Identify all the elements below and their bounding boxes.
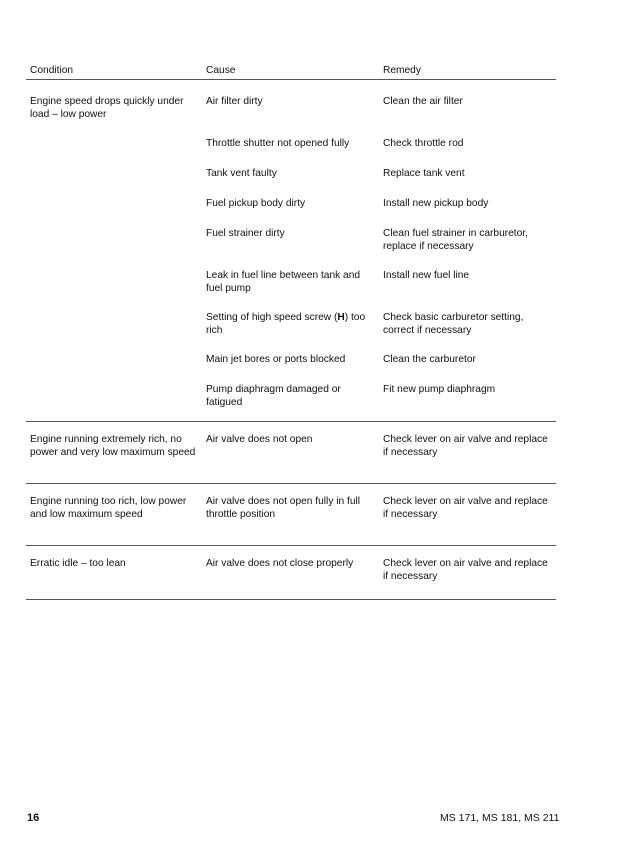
remedy-cell: Clean fuel strainer in carburetor, replace if necessary [383, 228, 528, 252]
condition-cell: Engine running too rich, low power and low maximum speed [30, 496, 187, 520]
cause-cell: Throttle shutter not opened fully [206, 138, 350, 149]
cause-cell: Fuel pickup body dirty [206, 198, 306, 209]
remedy-cell: Clean the air filter [383, 96, 463, 107]
remedy-cell: Check throttle rod [383, 138, 464, 149]
remedy-cell: Check lever on air valve and replace if necessary [383, 558, 548, 582]
cause-cell: Fuel strainer dirty [206, 228, 285, 239]
remedy-cell: Fit new pump diaphragm [383, 384, 496, 395]
remedy-cell: Clean the carburetor [383, 354, 476, 365]
cause-text-post: ) too rich [206, 312, 366, 336]
cause-cell: Air filter dirty [206, 96, 263, 107]
remedy-cell: Install new fuel line [383, 270, 470, 281]
remedy-cell: Install new pickup body [383, 198, 489, 209]
header-cause: Cause [206, 65, 236, 76]
cause-cell: Pump diaphragm damaged or fatigued [206, 384, 341, 408]
cause-cell: Main jet bores or ports blocked [206, 354, 346, 365]
table-group [26, 546, 556, 600]
model-list: MS 171, MS 181, MS 211 [440, 812, 560, 824]
remedy-cell: Check lever on air valve and replace if necessary [383, 496, 548, 520]
cause-text-bold: H [337, 312, 345, 323]
header-remedy: Remedy [383, 65, 421, 76]
table-header-row [26, 62, 556, 80]
cause-cell: Air valve does not close properly [206, 558, 354, 569]
remedy-cell: Check lever on air valve and replace if necessary [383, 434, 548, 458]
condition-cell: Engine running extremely rich, no power and very low maximum speed [30, 434, 196, 458]
table-group [26, 422, 556, 484]
cause-cell: Leak in fuel line between tank and fuel pump [206, 270, 361, 294]
cause-text-pre: Setting of high speed screw ( [206, 312, 338, 323]
header-condition: Condition [30, 65, 74, 76]
table-group [26, 484, 556, 546]
page-number: 16 [27, 812, 40, 824]
cause-cell [206, 312, 376, 337]
remedy-cell: Replace tank vent [383, 168, 465, 179]
condition-cell: Engine speed drops quickly under load – low power [30, 96, 184, 120]
cause-cell: Air valve does not open [206, 434, 313, 445]
condition-cell: Erratic idle – too lean [30, 558, 126, 569]
table-group [26, 80, 556, 422]
cause-cell: Tank vent faulty [206, 168, 277, 179]
troubleshooting-table [26, 62, 556, 600]
remedy-cell: Check basic carburetor setting, correct if necessary [383, 312, 524, 336]
cause-cell: Air valve does not open fully in full throttle position [206, 496, 361, 520]
